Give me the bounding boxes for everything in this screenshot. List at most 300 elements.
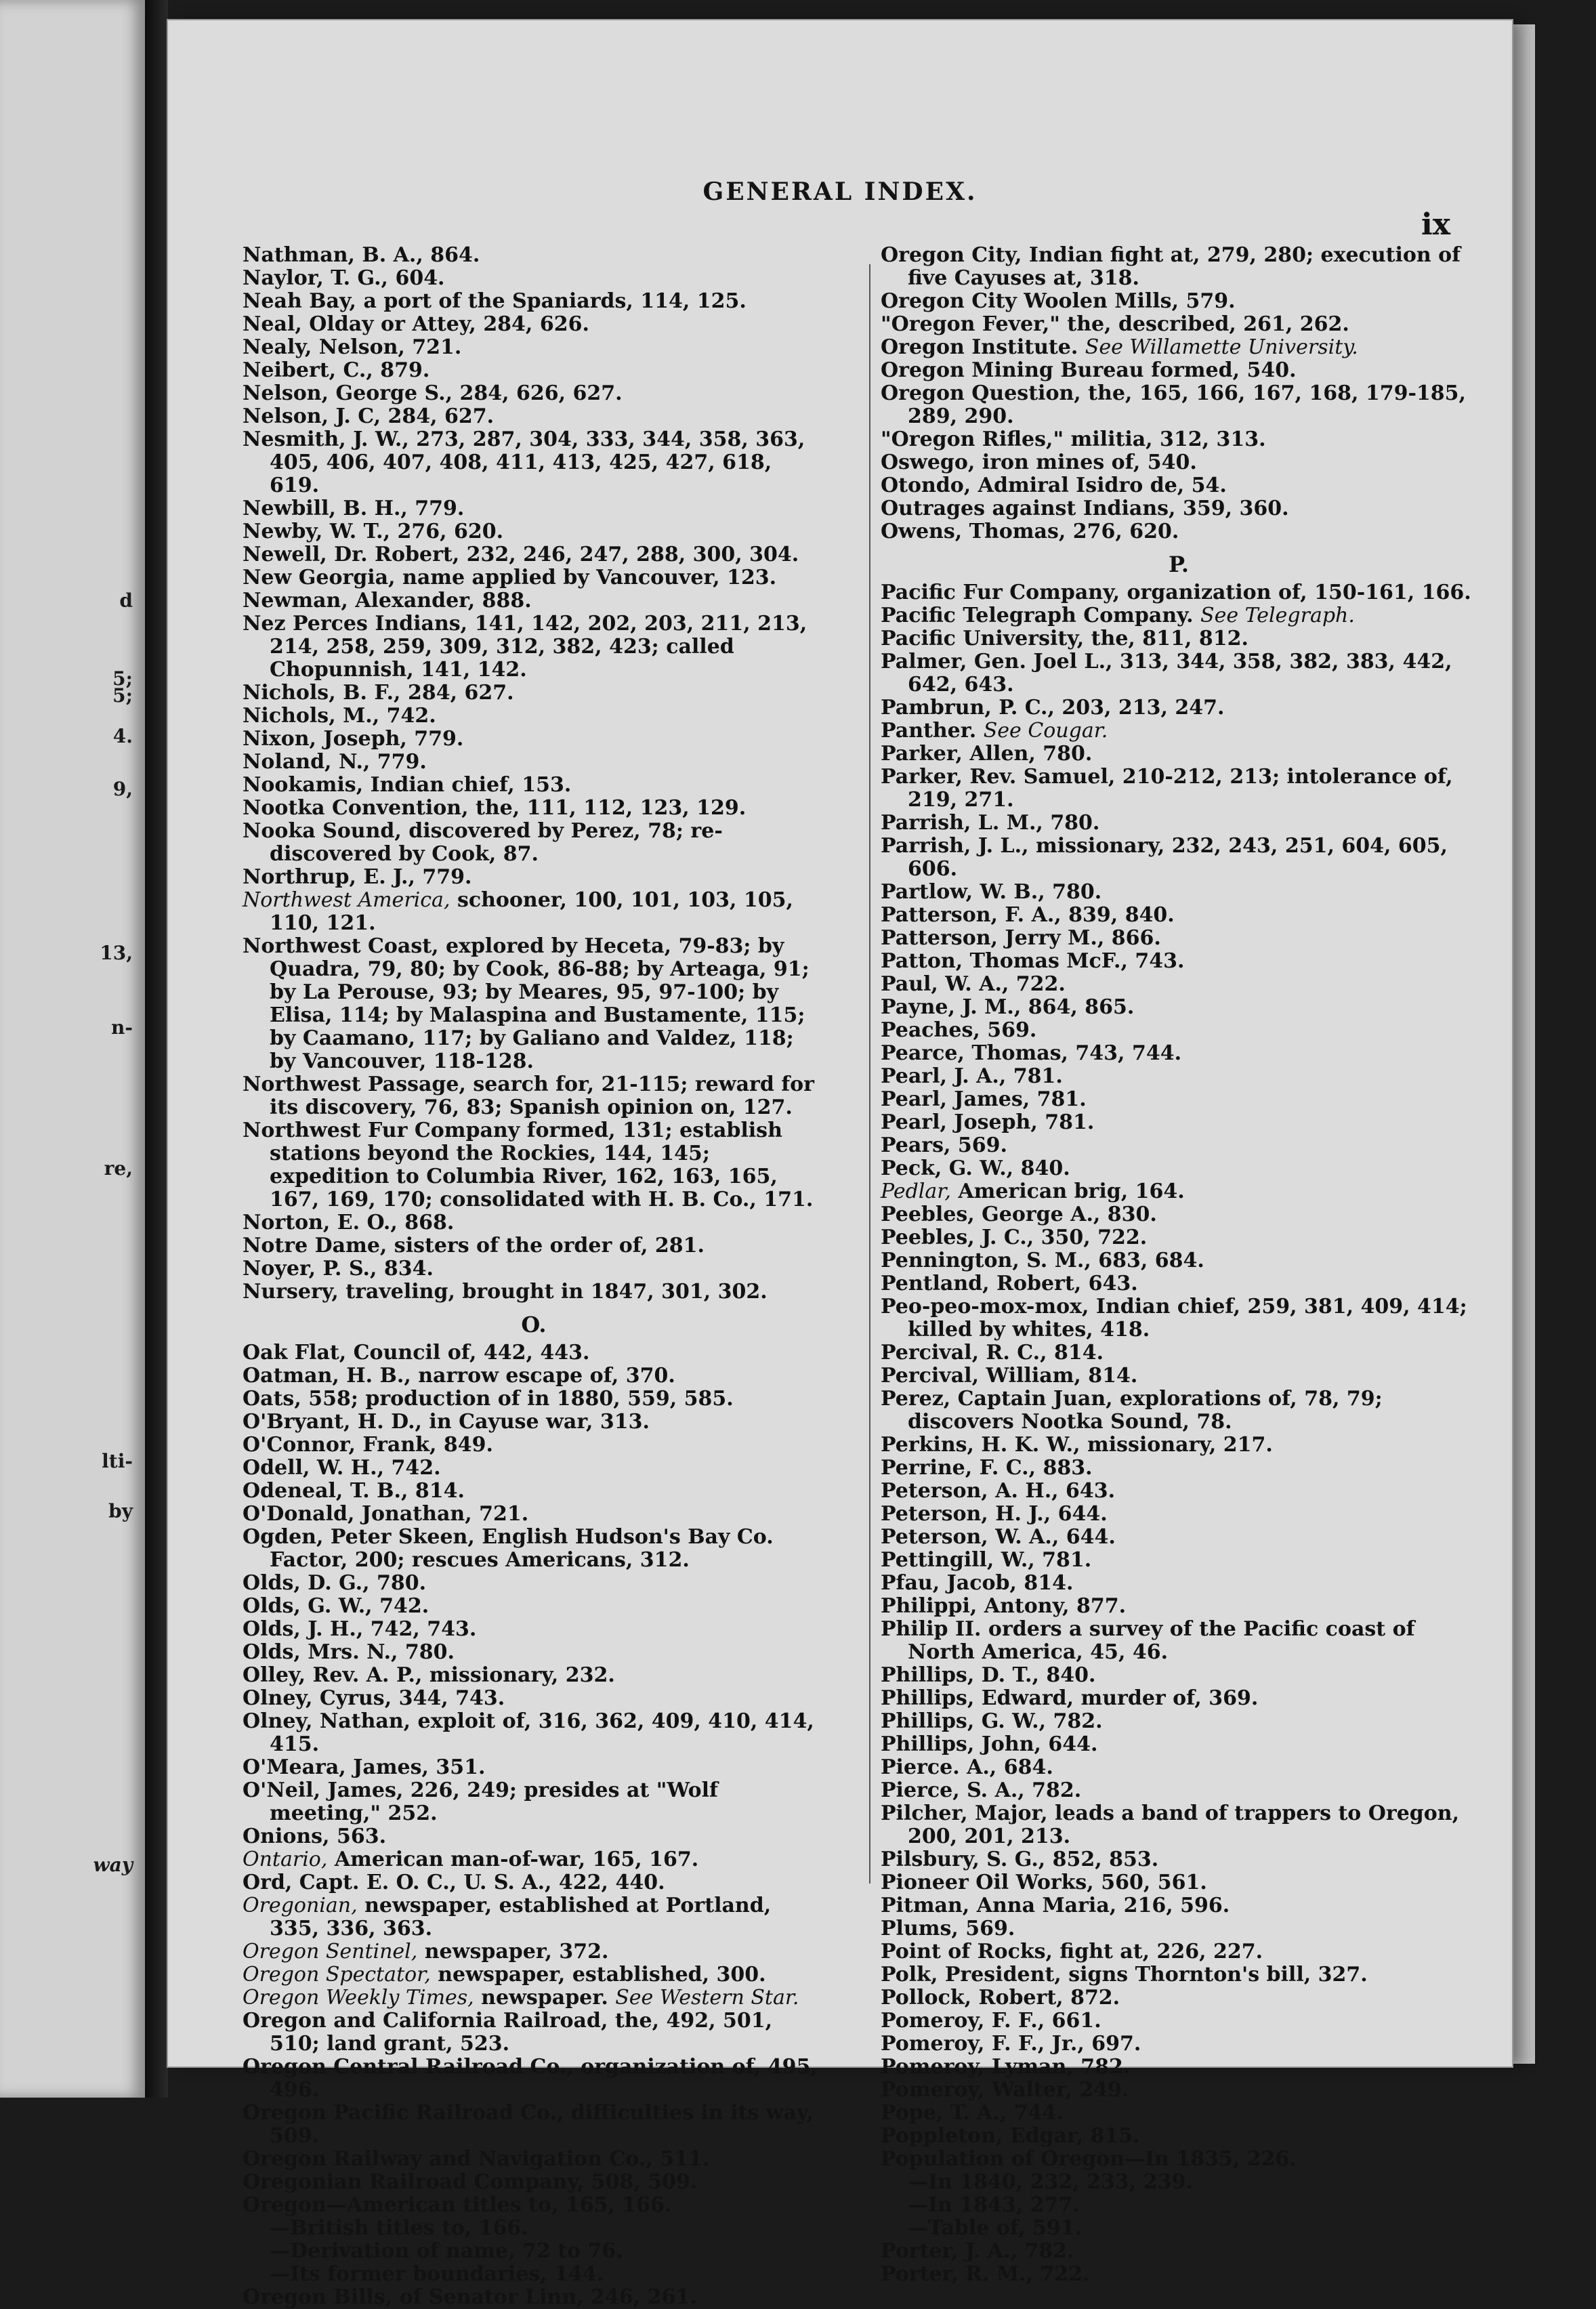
entry-text: Northwest Coast, explored by Heceta, 79-83; by Quadra, 79, 80; by Cook, 86-88; by Arteaga, 91; by La Perouse, 93; by Meares, 95, 97-100; by Elisa, 114; by Malaspina and Bustamente, 115; by Caamano, 117; by Galiano and Valdez, 118; by Vancouver, 118-128. bbox=[243, 934, 810, 1073]
entry-text: Pilcher, Major, leads a band of trappers to Oregon, 200, 201, 213. bbox=[881, 1802, 1460, 1848]
index-entry bbox=[881, 2079, 1477, 2102]
entry-text: New Georgia, name applied by Vancouver, 123. bbox=[243, 566, 777, 589]
index-entry bbox=[243, 1779, 825, 1825]
index-entry bbox=[243, 1211, 825, 1234]
entry-text: Poppleton, Edgar, 815. bbox=[881, 2124, 1140, 2148]
entry-italic-prefix: Ontario, bbox=[243, 1848, 328, 1871]
index-entry bbox=[881, 1664, 1477, 1687]
entry-text: American man-of-war, 165, 167. bbox=[334, 1848, 699, 1871]
index-entry bbox=[243, 244, 825, 267]
entry-italic-prefix: Pedlar, bbox=[881, 1180, 951, 1203]
entry-text: Paul, W. A., 722. bbox=[881, 972, 1066, 996]
index-entry bbox=[881, 313, 1477, 336]
index-entry bbox=[881, 1365, 1477, 1388]
index-entry bbox=[243, 1119, 825, 1211]
index-entry bbox=[881, 451, 1477, 474]
index-entry bbox=[881, 1134, 1477, 1157]
entry-text: Pettingill, W., 781. bbox=[881, 1548, 1092, 1572]
entry-text: Oats, 558; production of in 1880, 559, 585. bbox=[243, 1387, 734, 1411]
entry-text: Perrine, F. C., 883. bbox=[881, 1456, 1093, 1480]
index-entry bbox=[881, 1457, 1477, 1480]
index-entry bbox=[881, 1249, 1477, 1272]
entry-text: —British titles to, 166. bbox=[270, 2216, 528, 2240]
entry-text: —In 1840, 232, 233, 239. bbox=[908, 2170, 1193, 2194]
entry-text: Pearl, Joseph, 781. bbox=[881, 1110, 1095, 1134]
index-entry bbox=[881, 996, 1477, 1019]
entry-text: Point of Rocks, fight at, 226, 227. bbox=[881, 1940, 1263, 1963]
index-entry bbox=[881, 581, 1477, 604]
facing-page-fragment: lti- bbox=[102, 1450, 133, 1472]
entry-text: Patterson, Jerry M., 866. bbox=[881, 926, 1161, 950]
entry-text: Pope, T. A., 744. bbox=[881, 2101, 1064, 2125]
index-entry bbox=[243, 267, 825, 290]
index-entry bbox=[881, 1894, 1477, 1917]
entry-text: Oatman, H. B., narrow escape of, 370. bbox=[243, 1364, 675, 1388]
index-entry bbox=[881, 1595, 1477, 1618]
entry-text: Phillips, D. T., 840. bbox=[881, 1663, 1096, 1687]
entry-text: Otondo, Admiral Isidro de, 54. bbox=[881, 474, 1227, 497]
index-entry bbox=[881, 650, 1477, 696]
facing-page-fragment: re, bbox=[104, 1157, 133, 1180]
entry-text: Oak Flat, Council of, 442, 443. bbox=[243, 1341, 590, 1365]
entry-text: —In 1843, 277. bbox=[908, 2193, 1080, 2217]
index-entry bbox=[243, 935, 825, 1073]
index-entry bbox=[881, 1434, 1477, 1457]
index-entry bbox=[881, 1618, 1477, 1664]
index-entry bbox=[881, 2171, 1477, 2194]
entry-italic-prefix: Oregon Sentinel, bbox=[243, 1940, 418, 1963]
entry-text: Noland, N., 779. bbox=[243, 750, 427, 774]
index-entry bbox=[881, 927, 1477, 950]
entry-text: Pilsbury, S. G., 852, 853. bbox=[881, 1848, 1159, 1871]
index-entry bbox=[881, 1157, 1477, 1180]
index-entry bbox=[881, 743, 1477, 766]
index-entry bbox=[243, 2102, 825, 2148]
index-column-left bbox=[243, 244, 825, 2309]
entry-text: Pacific University, the, 811, 812. bbox=[881, 627, 1248, 650]
entry-text: Peck, G. W., 840. bbox=[881, 1157, 1070, 1180]
index-entry bbox=[243, 1618, 825, 1641]
index-entry bbox=[243, 705, 825, 728]
entry-text: Northwest Passage, search for, 21-115; reward for its discovery, 76, 83; Spanish opinion on, 127. bbox=[243, 1073, 814, 1119]
entry-text: Pierce, S. A., 782. bbox=[881, 1778, 1082, 1802]
entry-text: O'Neil, James, 226, 249; presides at "Wolf meeting," 252. bbox=[243, 1778, 718, 1825]
entry-text: Percival, R. C., 814. bbox=[881, 1341, 1104, 1365]
entry-italic-prefix: Northwest America, bbox=[243, 888, 450, 912]
entry-text: Parrish, J. L., missionary, 232, 243, 251, 604, 605, 606. bbox=[881, 834, 1448, 881]
entry-text: Odeneal, T. B., 814. bbox=[243, 1479, 465, 1503]
index-entry bbox=[243, 2263, 825, 2286]
index-entry bbox=[243, 1365, 825, 1388]
index-entry bbox=[243, 866, 825, 889]
index-entry bbox=[881, 520, 1477, 543]
index-entry bbox=[881, 1480, 1477, 1503]
entry-text: Philip II. orders a survey of the Pacific coast of North America, 45, 46. bbox=[881, 1617, 1415, 1664]
facing-page-fragment: 9, bbox=[112, 778, 133, 800]
index-entry bbox=[881, 2010, 1477, 2033]
index-column-right bbox=[881, 244, 1477, 2286]
index-entry bbox=[881, 2240, 1477, 2263]
index-entry bbox=[881, 881, 1477, 904]
index-entry bbox=[243, 1572, 825, 1595]
entry-text: Olney, Cyrus, 344, 743. bbox=[243, 1686, 505, 1710]
entry-text: Pomeroy, F. F., Jr., 697. bbox=[881, 2032, 1141, 2056]
entry-text: —Table of, 591. bbox=[908, 2216, 1083, 2240]
index-entry bbox=[243, 1756, 825, 1779]
index-entry bbox=[243, 612, 825, 682]
index-entry bbox=[243, 1503, 825, 1526]
facing-page-fragment: way bbox=[93, 1854, 133, 1876]
section-letter: P. bbox=[1169, 552, 1189, 577]
index-entry bbox=[881, 950, 1477, 973]
index-entry bbox=[243, 382, 825, 405]
index-entry bbox=[243, 1710, 825, 1756]
entry-text: Northrup, E. J., 779. bbox=[243, 865, 472, 889]
entry-text: Pentland, Robert, 643. bbox=[881, 1272, 1138, 1295]
index-entry bbox=[243, 336, 825, 359]
index-entry bbox=[881, 382, 1477, 428]
entry-text: Patterson, F. A., 839, 840. bbox=[881, 903, 1175, 927]
index-entry bbox=[243, 1595, 825, 1618]
running-header: GENERAL INDEX. bbox=[702, 178, 978, 206]
entry-text: O'Connor, Frank, 849. bbox=[243, 1433, 493, 1457]
entry-text: Nesmith, J. W., 273, 287, 304, 333, 344, 358, 363, 405, 406, 407, 408, 411, 413, 425, 427, 618, 619. bbox=[243, 428, 805, 497]
entry-italic-prefix: Oregon Spectator, bbox=[243, 1963, 431, 1986]
index-entry bbox=[243, 1434, 825, 1457]
index-entry bbox=[243, 774, 825, 797]
index-entry bbox=[881, 2217, 1477, 2240]
entry-text: Ord, Capt. E. O. C., U. S. A., 422, 440. bbox=[243, 1871, 665, 1894]
index-entry bbox=[881, 428, 1477, 451]
index-entry bbox=[881, 904, 1477, 927]
index-entry bbox=[881, 2194, 1477, 2217]
index-entry bbox=[881, 1388, 1477, 1434]
index-entry bbox=[881, 812, 1477, 835]
index-entry bbox=[881, 1779, 1477, 1802]
entry-text: Peterson, A. H., 643. bbox=[881, 1479, 1116, 1503]
facing-page-fragment: 5; bbox=[112, 684, 133, 707]
entry-text: Nathman, B. A., 864. bbox=[243, 243, 480, 267]
entry-text: Oregon Pacific Railroad Co., difficulties in its way, 509. bbox=[243, 2101, 814, 2148]
entry-text: Norton, E. O., 868. bbox=[243, 1211, 455, 1234]
index-entry bbox=[243, 359, 825, 382]
index-entry bbox=[881, 720, 1477, 743]
page-number: ix bbox=[1421, 207, 1450, 242]
facing-page bbox=[0, 0, 145, 2098]
index-entry bbox=[881, 1180, 1477, 1203]
index-entry bbox=[243, 1848, 825, 1871]
index-entry bbox=[243, 2148, 825, 2171]
index-entry bbox=[881, 1986, 1477, 2010]
index-entry bbox=[881, 290, 1477, 313]
index-entry bbox=[243, 1457, 825, 1480]
entry-text: Pierce. A., 684. bbox=[881, 1755, 1053, 1779]
index-entry bbox=[881, 2125, 1477, 2148]
index-entry bbox=[881, 1917, 1477, 1940]
index-entry bbox=[881, 1295, 1477, 1341]
index-entry bbox=[881, 1088, 1477, 1111]
entry-text: Naylor, T. G., 604. bbox=[243, 266, 445, 290]
entry-text: Polk, President, signs Thornton's bill, 327. bbox=[881, 1963, 1368, 1986]
entry-text: Panther. bbox=[881, 719, 977, 743]
entry-text: Oregon—American titles to, 165, 166. bbox=[243, 2193, 672, 2217]
index-entry bbox=[881, 2056, 1477, 2079]
entry-italic-prefix: Oregonian, bbox=[243, 1894, 358, 1917]
entry-text: Nichols, B. F., 284, 627. bbox=[243, 681, 514, 705]
index-entry bbox=[881, 1065, 1477, 1088]
index-entry bbox=[243, 728, 825, 751]
entry-text: Oregon Bills, of Senator Linn, 246, 261. bbox=[243, 2285, 697, 2309]
index-entry bbox=[881, 1940, 1477, 1963]
index-entry bbox=[243, 1963, 825, 1986]
index-entry bbox=[243, 2240, 825, 2263]
index-entry bbox=[243, 2194, 825, 2217]
index-entry bbox=[243, 1641, 825, 1664]
entry-text: Oregon and California Railroad, the, 492, 501, 510; land grant, 523. bbox=[243, 2009, 773, 2056]
entry-text: Oregon Central Railroad Co., organization of, 495, 496. bbox=[243, 2055, 818, 2102]
entry-text: Nelson, George S., 284, 626, 627. bbox=[243, 381, 623, 405]
index-entry bbox=[881, 1042, 1477, 1065]
entry-text: Ogden, Peter Skeen, English Hudson's Bay Co. Factor, 200; rescues Americans, 312. bbox=[243, 1525, 774, 1572]
entry-text: Nursery, traveling, brought in 1847, 301, 302. bbox=[243, 1280, 768, 1304]
facing-page-fragment: by bbox=[108, 1500, 133, 1522]
index-entry bbox=[243, 405, 825, 428]
entry-text: Pomeroy, F. F., 661. bbox=[881, 2009, 1101, 2033]
entry-text: Oswego, iron mines of, 540. bbox=[881, 451, 1197, 474]
index-entry bbox=[243, 589, 825, 612]
entry-text: Parker, Allen, 780. bbox=[881, 742, 1093, 766]
index-entry bbox=[243, 1825, 825, 1848]
entry-italic-prefix: Oregon Weekly Times, bbox=[243, 1986, 474, 2010]
index-entry bbox=[243, 1480, 825, 1503]
entry-text: Oregon Railway and Navigation Co., 511. bbox=[243, 2147, 710, 2171]
index-entry bbox=[243, 566, 825, 589]
entry-text: Owens, Thomas, 276, 620. bbox=[881, 520, 1179, 543]
entry-text: Olney, Nathan, exploit of, 316, 362, 409, 410, 414, 415. bbox=[243, 1709, 814, 1756]
entry-text: Oregon Question, the, 165, 166, 167, 168, 179-185, 289, 290. bbox=[881, 381, 1466, 428]
entry-text: Nealy, Nelson, 721. bbox=[243, 335, 462, 359]
index-entry bbox=[243, 1341, 825, 1365]
entry-text: Nooka Sound, discovered by Perez, 78; re-discovered by Cook, 87. bbox=[243, 819, 723, 866]
index-entry bbox=[243, 1894, 825, 1940]
index-entry bbox=[243, 820, 825, 866]
facing-page-fragment: n- bbox=[111, 1016, 133, 1039]
index-entry bbox=[881, 1203, 1477, 1226]
entry-text: Nichols, M., 742. bbox=[243, 704, 436, 728]
entry-text: Outrages against Indians, 359, 360. bbox=[881, 497, 1289, 520]
entry-text: Northwest Fur Company formed, 131; establish stations beyond the Rockies, 144, 145; expedition to Columbia River, 162, 163, 165, 167, 169, 170; consolidated with H. B. Co., 171. bbox=[243, 1119, 814, 1211]
index-entry bbox=[881, 1756, 1477, 1779]
index-entry bbox=[243, 1526, 825, 1572]
index-entry bbox=[881, 1848, 1477, 1871]
entry-text: Percival, William, 814. bbox=[881, 1364, 1138, 1388]
index-entry bbox=[243, 497, 825, 520]
entry-text: Pacific Telegraph Company. bbox=[881, 604, 1194, 627]
entry-text: "Oregon Rifles," militia, 312, 313. bbox=[881, 428, 1266, 451]
entry-text: Newman, Alexander, 888. bbox=[243, 589, 532, 612]
entry-text: Pfau, Jacob, 814. bbox=[881, 1571, 1074, 1595]
entry-text: Nelson, J. C, 284, 627. bbox=[243, 404, 495, 428]
entry-text: Oregonian Railroad Company, 508, 509. bbox=[243, 2170, 698, 2194]
entry-text: Nootka Convention, the, 111, 112, 123, 129. bbox=[243, 796, 747, 820]
entry-text: Peterson, H. J., 644. bbox=[881, 1502, 1108, 1526]
index-entry bbox=[881, 2263, 1477, 2286]
entry-cross-reference: See Cougar. bbox=[983, 719, 1108, 743]
index-entry bbox=[243, 682, 825, 705]
entry-text: newspaper. bbox=[481, 1986, 608, 2010]
entry-text: Pears, 569. bbox=[881, 1133, 1007, 1157]
entry-text: O'Bryant, H. D., in Cayuse war, 313. bbox=[243, 1410, 650, 1434]
entry-text: "Oregon Fever," the, described, 261, 262. bbox=[881, 312, 1349, 336]
index-entry bbox=[243, 1281, 825, 1304]
entry-text: Oregon Mining Bureau formed, 540. bbox=[881, 358, 1297, 382]
index-entry bbox=[881, 766, 1477, 812]
entry-text: Nixon, Joseph, 779. bbox=[243, 727, 464, 751]
index-entry bbox=[881, 1733, 1477, 1756]
entry-text: Nez Perces Indians, 141, 142, 202, 203, 211, 213, 214, 258, 259, 309, 312, 382, 423; called Chopunnish, 141, 142. bbox=[243, 612, 807, 682]
entry-text: Peterson, W. A., 644. bbox=[881, 1525, 1116, 1549]
index-entry bbox=[881, 1341, 1477, 1365]
index-entry bbox=[881, 1111, 1477, 1134]
index-entry bbox=[881, 696, 1477, 720]
index-entry bbox=[881, 1710, 1477, 1733]
entry-cross-reference: See Willamette University. bbox=[1085, 335, 1358, 359]
entry-text: Peaches, 569. bbox=[881, 1018, 1037, 1042]
index-entry bbox=[881, 1503, 1477, 1526]
index-entry bbox=[243, 1257, 825, 1281]
facing-page-fragment: 13, bbox=[100, 942, 133, 964]
entry-text: Pacific Fur Company, organization of, 150-161, 166. bbox=[881, 581, 1471, 604]
entry-text: Neah Bay, a port of the Spaniards, 114, 125. bbox=[243, 289, 747, 313]
index-entry bbox=[881, 2102, 1477, 2125]
entry-text: American brig, 164. bbox=[958, 1180, 1185, 1203]
entry-text: Pennington, S. M., 683, 684. bbox=[881, 1249, 1204, 1272]
index-entry bbox=[881, 1802, 1477, 1848]
entry-text: Oregon City, Indian fight at, 279, 280; execution of five Cayuses at, 318. bbox=[881, 243, 1461, 290]
index-entry bbox=[243, 2171, 825, 2194]
index-entry bbox=[243, 1073, 825, 1119]
entry-text: Nookamis, Indian chief, 153. bbox=[243, 773, 572, 797]
page-edge bbox=[1512, 24, 1535, 2064]
index-entry bbox=[243, 1388, 825, 1411]
entry-text: Neal, Olday or Attey, 284, 626. bbox=[243, 312, 589, 336]
index-entry bbox=[243, 290, 825, 313]
index-entry bbox=[243, 751, 825, 774]
index-entry bbox=[881, 973, 1477, 996]
index-entry bbox=[243, 428, 825, 497]
index-entry bbox=[243, 2217, 825, 2240]
entry-text: Pambrun, P. C., 203, 213, 247. bbox=[881, 696, 1225, 720]
index-entry bbox=[881, 336, 1477, 359]
entry-text: newspaper, established at Portland, 335, 336, 363. bbox=[270, 1894, 772, 1940]
entry-text: —Derivation of name, 72 to 76. bbox=[270, 2239, 623, 2263]
entry-text: Pearce, Thomas, 743, 744. bbox=[881, 1041, 1182, 1065]
entry-text: Porter, J. A., 782. bbox=[881, 2239, 1074, 2263]
entry-text: Parrish, L. M., 780. bbox=[881, 811, 1100, 835]
index-entry bbox=[881, 497, 1477, 520]
index-entry bbox=[881, 1019, 1477, 1042]
index-entry bbox=[243, 520, 825, 543]
index-entry bbox=[243, 1986, 825, 2010]
entry-text: Noyer, P. S., 834. bbox=[243, 1257, 434, 1281]
index-entry bbox=[881, 359, 1477, 382]
index-entry bbox=[243, 2010, 825, 2056]
entry-text: Pearl, James, 781. bbox=[881, 1087, 1087, 1111]
index-entry bbox=[243, 1234, 825, 1257]
entry-text: Peo-peo-mox-mox, Indian chief, 259, 381, 409, 414; killed by whites, 418. bbox=[881, 1295, 1467, 1341]
index-entry bbox=[243, 313, 825, 336]
index-entry bbox=[881, 1549, 1477, 1572]
entry-text: Population of Oregon—In 1835, 226. bbox=[881, 2147, 1297, 2171]
entry-text: Oregon City Woolen Mills, 579. bbox=[881, 289, 1236, 313]
entry-text: Pitman, Anna Maria, 216, 596. bbox=[881, 1894, 1230, 1917]
entry-text: Patton, Thomas McF., 743. bbox=[881, 949, 1185, 973]
entry-text: Perez, Captain Juan, explorations of, 78, 79; discovers Nootka Sound, 78. bbox=[881, 1387, 1383, 1434]
index-page bbox=[168, 20, 1512, 2309]
entry-text: newspaper, established, 300. bbox=[438, 1963, 766, 1986]
entry-text: Partlow, W. B., 780. bbox=[881, 880, 1102, 904]
entry-text: Phillips, Edward, murder of, 369. bbox=[881, 1686, 1259, 1710]
entry-text: Phillips, G. W., 782. bbox=[881, 1709, 1103, 1733]
section-letter: O. bbox=[521, 1312, 547, 1337]
index-entry bbox=[243, 1687, 825, 1710]
index-entry bbox=[881, 1226, 1477, 1249]
entry-text: Odell, W. H., 742. bbox=[243, 1456, 441, 1480]
entry-text: Philippi, Antony, 877. bbox=[881, 1594, 1127, 1618]
entry-text: O'Donald, Jonathan, 721. bbox=[243, 1502, 529, 1526]
index-entry bbox=[881, 2033, 1477, 2056]
index-entry bbox=[243, 1411, 825, 1434]
index-entry bbox=[243, 2286, 825, 2309]
entry-text: Pomeroy, Lyman, 782. bbox=[881, 2055, 1131, 2079]
entry-text: Olds, Mrs. N., 780. bbox=[243, 1640, 455, 1664]
entry-text: Peebles, J. C., 350, 722. bbox=[881, 1226, 1148, 1249]
index-entry bbox=[243, 1871, 825, 1894]
entry-text: Onions, 563. bbox=[243, 1825, 387, 1848]
entry-text: O'Meara, James, 351. bbox=[243, 1755, 486, 1779]
entry-text: Parker, Rev. Samuel, 210-212, 213; intolerance of, 219, 271. bbox=[881, 765, 1453, 812]
index-entry bbox=[881, 1526, 1477, 1549]
entry-text: Newell, Dr. Robert, 232, 246, 247, 288, 300, 304. bbox=[243, 543, 799, 566]
index-entry bbox=[243, 797, 825, 820]
index-entry bbox=[881, 1687, 1477, 1710]
facing-page-fragment: 5; bbox=[112, 667, 133, 690]
entry-text: —Its former boundaries, 144. bbox=[270, 2262, 604, 2286]
entry-text: schooner, 100, 101, 103, 105, 110, 121. bbox=[270, 888, 793, 935]
entry-text: Newby, W. T., 276, 620. bbox=[243, 520, 504, 543]
index-entry bbox=[881, 1871, 1477, 1894]
entry-cross-reference: See Telegraph. bbox=[1200, 604, 1355, 627]
entry-text: Olds, G. W., 742. bbox=[243, 1594, 429, 1618]
book-gutter bbox=[145, 0, 168, 2098]
entry-text: Newbill, B. H., 779. bbox=[243, 497, 465, 520]
entry-text: Oregon Institute. bbox=[881, 335, 1078, 359]
index-entry bbox=[881, 604, 1477, 627]
entry-text: Phillips, John, 644. bbox=[881, 1732, 1098, 1756]
entry-text: Olley, Rev. A. P., missionary, 232. bbox=[243, 1663, 615, 1687]
index-entry bbox=[881, 474, 1477, 497]
index-entry bbox=[881, 1572, 1477, 1595]
entry-text: Peebles, George A., 830. bbox=[881, 1203, 1157, 1226]
entry-text: Pioneer Oil Works, 560, 561. bbox=[881, 1871, 1207, 1894]
index-entry bbox=[243, 889, 825, 935]
entry-text: newspaper, 372. bbox=[424, 1940, 609, 1963]
entry-text: Pomeroy, Walter, 249. bbox=[881, 2078, 1129, 2102]
index-entry bbox=[881, 1963, 1477, 1986]
entry-text: Palmer, Gen. Joel L., 313, 344, 358, 382, 383, 442, 642, 643. bbox=[881, 650, 1452, 696]
facing-page-fragment: 4. bbox=[112, 725, 133, 747]
entry-text: Olds, D. G., 780. bbox=[243, 1571, 427, 1595]
